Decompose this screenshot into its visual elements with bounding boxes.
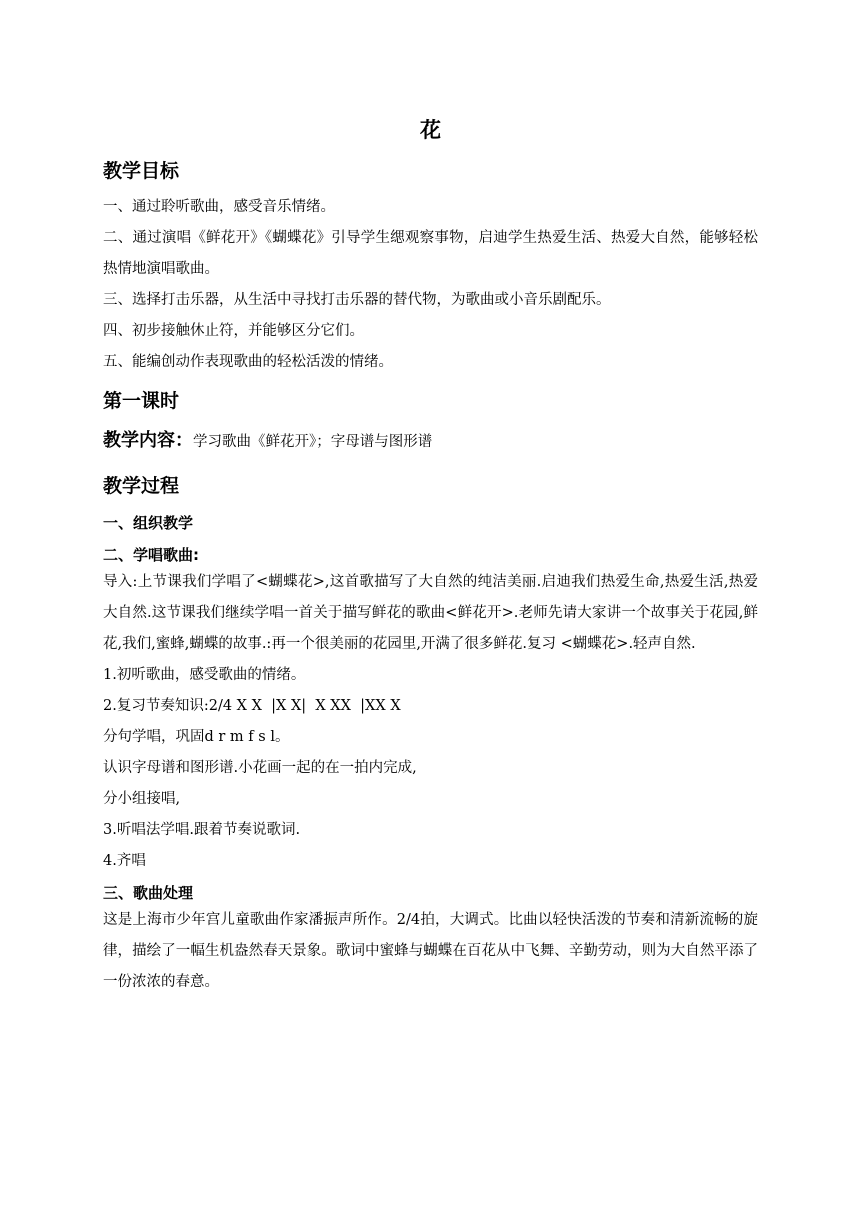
lesson1-content	[103, 428, 758, 455]
objective-item: 四、初步接触休止符，并能够区分它们。	[103, 323, 364, 339]
intro-paragraph: 导入:上节课我们学唱了<蝴蝶花>,这首歌描写了大自然的纯洁美丽.启迪我们热爱生命,热爱生活,热爱大自然.这节课我们继续学唱一首关于描写鲜花的歌曲<鲜花开>.老师先请大家讲一个故事关于花园,鲜花,我们,蜜蜂,蝴蝶的故事.:再一个很美丽的花园里,开满了很多鲜花.复习 <蝴蝶花>.轻声自然.	[103, 574, 758, 652]
objective-item: 二、通过演唱《鲜花开》《蝴蝶花》引导学生缌观察事物，启迪学生热爱生活、热爱大自然，能够轻松热情地演唱歌曲。	[103, 230, 758, 277]
analysis-paragraph: 这是上海市少年宫儿童歌曲作家潘振声所作。2/4拍，大调式。比曲以轻快活泼的节奏和清新流畅的旋律，描绘了一幅生机盎然春天景象。歌词中蜜蜂与蝴蝶在百花从中飞舞、辛勤劳动，则为大自然平添了一份浓浓的春意。	[103, 912, 758, 990]
lesson1-heading: 第一课时	[103, 390, 180, 412]
section-heading: 二、学唱歌曲:	[103, 546, 199, 564]
objectives-heading: 教学目标	[103, 160, 180, 182]
process-heading: 教学过程	[103, 475, 180, 497]
content-text: 学习歌曲《鲜花开》；字母谱与图形谱	[193, 434, 433, 450]
section-heading: 一、组织教学	[103, 514, 194, 532]
document-page	[103, 116, 758, 998]
step-item: 认识字母谱和图形谱.小花画一起的在一拍内完成,	[103, 760, 417, 776]
step-item: 分小组接唱,	[103, 791, 181, 807]
step-item: 4.齐唱	[103, 853, 146, 869]
objective-item: 一、通过聆听歌曲，感受音乐情绪。	[103, 199, 335, 215]
objective-item: 三、选择打击乐器，从生活中寻找打击乐器的替代物，为歌曲或小音乐剧配乐。	[103, 292, 611, 308]
objectives-list	[103, 192, 758, 378]
document-title: 花	[420, 118, 441, 142]
objective-item: 五、能编创动作表现歌曲的轻松活泼的情绪。	[103, 354, 393, 370]
step-item: 2.复习节奏知识:2/4 X X |X X| X XX |XX X	[103, 698, 401, 714]
section-heading: 三、歌曲处理	[103, 884, 194, 902]
step-item: 3.听唱法学唱.跟着节奏说歌词.	[103, 822, 301, 838]
content-label: 教学内容：	[103, 430, 193, 451]
steps-list	[103, 660, 758, 877]
step-item: 1.初听歌曲，感受歌曲的情绪。	[103, 667, 306, 683]
step-item: 分句学唱，巩固d r m f s l。	[103, 729, 290, 745]
